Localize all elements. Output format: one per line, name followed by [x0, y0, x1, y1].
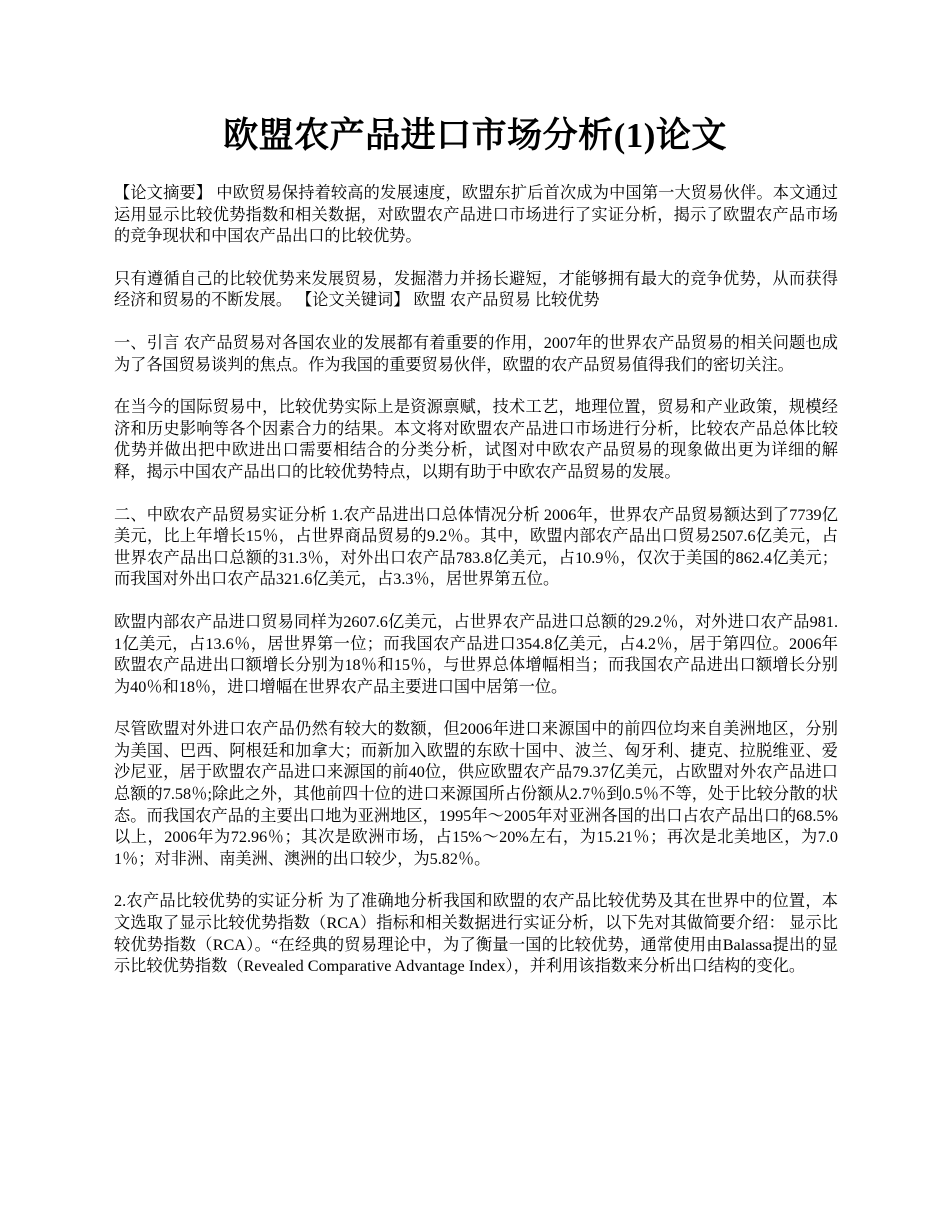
- body-paragraph: 尽管欧盟对外进口农产品仍然有较大的数额，但2006年进口来源国中的前四位均来自美洲地区，分别为美国、巴西、阿根廷和加拿大；而新加入欧盟的东欧十国中、波兰、匈牙利、捷克、拉脱维亚、爱沙尼亚，居于欧盟农产品进口来源国的前40位，供应欧盟农产品79.37亿美元，占欧盟对外农产品进口总额的7.58％;除此之外，其他前四十位的进口来源国所占份额从2.7％到0.5％不等，处于比较分散的状态。而我国农产品的主要出口地为亚洲地区，1995年～2005年对亚洲各国的出口占农产品出口的68.5%以上，2006年为72.96％；其次是欧洲市场，占15%～20%左右，为15.21％；再次是北美地区，为7.01％；对非洲、南美洲、澳洲的出口较少，为5.82％。: [114, 720, 838, 868]
- introduction-paragraph: 一、引言 农产品贸易对各国农业的发展都有着重要的作用，2007年的世界农产品贸易的相关问题也成为了各国贸易谈判的焦点。作为我国的重要贸易伙伴，欧盟的农产品贸易值得我们的密切关注。: [114, 333, 838, 374]
- document-body: [114, 183, 838, 999]
- keywords-paragraph: 只有遵循自己的比较优势来发展贸易，发掘潜力并扬长避短，才能够拥有最大的竞争优势，从而获得经济和贸易的不断发展。 【论文关键词】 欧盟 农产品贸易 比较优势: [114, 269, 838, 310]
- section-two-paragraph: 二、中欧农产品贸易实证分析 1.农产品进出口总体情况分析 2006年，世界农产品贸易额达到了7739亿美元，比上年增长15％，占世界商品贸易的9.2％。其中，欧盟内部农产品出口贸易2507.6亿美元，占世界农产品出口总额的31.3％，对外出口农产品783.8亿美元，占10.9％，仅次于美国的862.4亿美元；而我国对外出口农产品321.6亿美元，占3.3％，居世界第五位。: [114, 505, 838, 589]
- body-paragraph: 在当今的国际贸易中，比较优势实际上是资源禀赋，技术工艺，地理位置，贸易和产业政策，规模经济和历史影响等各个因素合力的结果。本文将对欧盟农产品进口市场进行分析，比较农产品总体比较优势并做出把中欧进出口需要相结合的分类分析，试图对中欧农产品贸易的现象做出更为详细的解释，揭示中国农产品出口的比较优势特点，以期有助于中欧农产品贸易的发展。: [114, 398, 838, 481]
- body-paragraph: 欧盟内部农产品进口贸易同样为2607.6亿美元，占世界农产品进口总额的29.2％，对外进口农产品981.1亿美元，占13.6％，居世界第一位；而我国农产品进口354.8亿美元，占4.2％，居于第四位。2006年欧盟农产品进出口额增长分别为18％和15％，与世界总体增幅相当；而我国农产品进出口额增长分别为40％和18％，进口增幅在世界农产品主要进口国中居第一位。: [114, 612, 838, 696]
- rca-analysis-paragraph: 2.农产品比较优势的实证分析 为了准确地分析我国和欧盟的农产品比较优势及其在世界中的位置，本文选取了显示比较优势指数（RCA）指标和相关数据进行实证分析，以下先对其做简要介绍： 显示比较优势指数（RCA）。“在经典的贸易理论中，为了衡量一国的比较优势，通常使用由Balassa提出的显示比较优势指数（Revealed Comparative Advantage Index），并利用该指数来分析出口结构的变化。: [114, 892, 838, 976]
- abstract-paragraph: 【论文摘要】 中欧贸易保持着较高的发展速度，欧盟东扩后首次成为中国第一大贸易伙伴。本文通过运用显示比较优势指数和相关数据，对欧盟农产品进口市场进行了实证分析，揭示了欧盟农产品市场的竞争现状和中国农产品出口的比较优势。: [114, 184, 838, 246]
- page-title: 欧盟农产品进口市场分析(1)论文: [223, 116, 727, 155]
